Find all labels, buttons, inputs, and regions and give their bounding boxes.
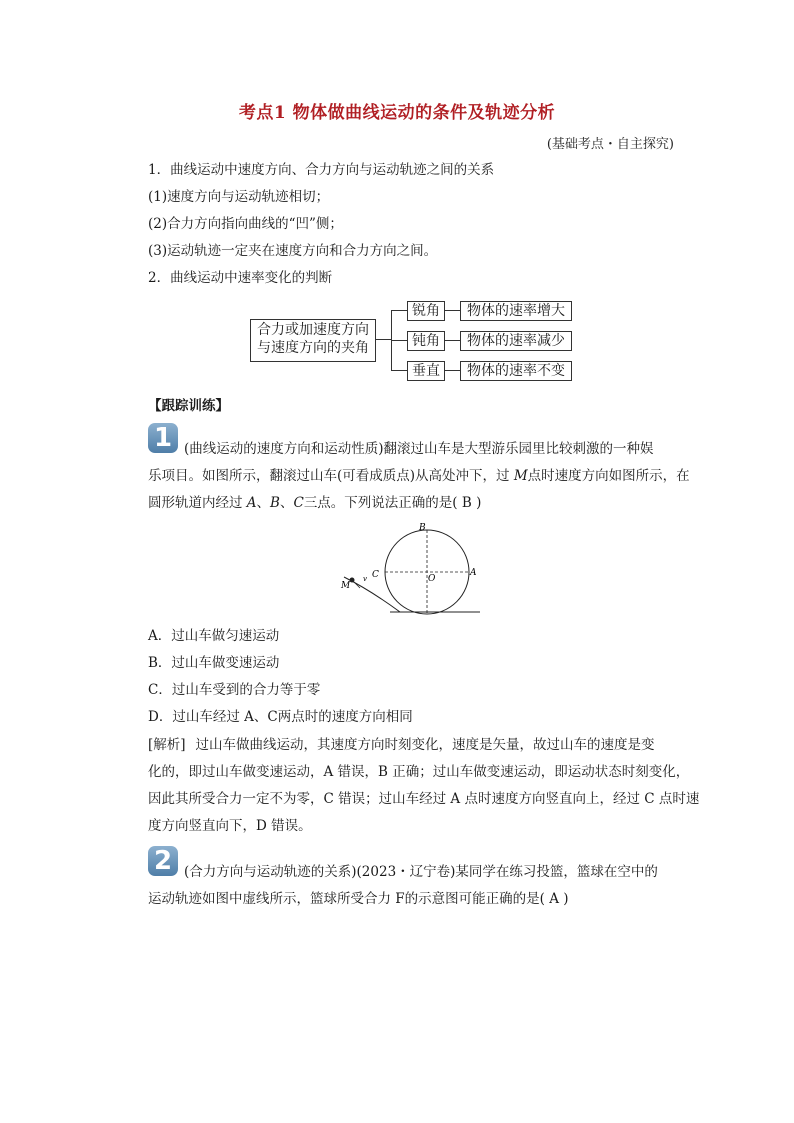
label-v: v (363, 575, 367, 583)
q1-option-d: D．过山车经过 A、C两点时的速度方向相同 (148, 709, 413, 725)
q1-analysis-line2: 化的，即过山车做变速运动，A 错误，B 正确；过山车做变速运动，即运动状态时刻变化， (148, 764, 690, 780)
q1-analysis-line3: 因此其所受合力一定不为零，C 错误；过山车经过 A 点时速度方向竖直向上，经过 C 点时速 (148, 791, 700, 807)
question-number: 2 (153, 846, 173, 876)
connector-top (391, 310, 407, 311)
training-label: 【跟踪训练】 (148, 398, 229, 414)
section1-heading: 1．曲线运动中速度方向、合力方向与运动轨迹之间的关系 (148, 162, 495, 178)
angle-box-right: 垂直 (407, 361, 445, 381)
angle-box-acute: 锐角 (407, 301, 445, 321)
question-number-icon (148, 423, 178, 453)
result-box-increase: 物体的速率增大 (460, 301, 572, 321)
analysis-label: [解析] (148, 737, 186, 753)
label-O: O (428, 574, 436, 584)
diagram-main-line2: 与速度方向的夹角 (257, 340, 369, 356)
q1-option-a: A．过山车做匀速运动 (148, 628, 280, 644)
q1-analysis-line1: [解析] 过山车做曲线运动，其速度方向时刻变化，速度是矢量，故过山车的速度是变 (148, 737, 655, 753)
label-M: M (341, 581, 351, 591)
roller-coaster-figure (330, 520, 490, 620)
result-box-decrease: 物体的速率减少 (460, 331, 572, 351)
question-number-icon (148, 846, 178, 876)
q2-line2: 运动轨迹如图中虚线所示，篮球所受合力 F的示意图可能正确的是( A ) (148, 891, 569, 907)
q1-line3: 圆形轨道内经过 A、B、C三点。下列说法正确的是( B ) (148, 495, 482, 511)
result-box-constant: 物体的速率不变 (460, 361, 572, 381)
connector-bottom (391, 370, 407, 371)
diagram-main-box (250, 319, 376, 362)
q1-option-c: C．过山车受到的合力等于零 (148, 682, 321, 698)
page-title: 考点1 物体做曲线运动的条件及轨迹分析 (238, 103, 556, 123)
label-C: C (372, 570, 379, 580)
dash-1 (444, 310, 460, 311)
q2-line1: (合力方向与运动轨迹的关系)(2023・辽宁卷)某同学在练习投篮，篮球在空中的 (184, 864, 658, 880)
label-B: B (419, 523, 426, 533)
angle-box-obtuse: 钝角 (407, 331, 445, 351)
q1-line2: 乐项目。如图所示，翻滚过山车(可看成质点)从高处冲下，过 M点时速度方向如图所示，在 (148, 468, 690, 484)
velocity-arrow (352, 580, 360, 588)
q1-analysis-line4: 度方向竖直向下，D 错误。 (148, 818, 312, 834)
label-A: A (470, 568, 477, 578)
section1-item-3: (3)运动轨迹一定夹在速度方向和合力方向之间。 (148, 243, 438, 259)
q1-option-b: B．过山车做变速运动 (148, 655, 280, 671)
dash-3 (444, 370, 460, 371)
question-number: 1 (153, 423, 173, 453)
section1-item-2: (2)合力方向指向曲线的“凹”侧； (148, 216, 343, 232)
subtitle: (基础考点・自主探究) (546, 137, 674, 152)
connector-mid (391, 340, 407, 341)
diagram-main-line1: 合力或加速度方向 (257, 322, 369, 338)
connector-main (375, 339, 391, 340)
dash-2 (444, 340, 460, 341)
q1-line1: (曲线运动的速度方向和运动性质)翻滚过山车是大型游乐园里比较刺激的一种娱 (184, 441, 654, 457)
section2-heading: 2．曲线运动中速率变化的判断 (148, 270, 333, 286)
section1-item-1: (1)速度方向与运动轨迹相切； (148, 189, 330, 205)
